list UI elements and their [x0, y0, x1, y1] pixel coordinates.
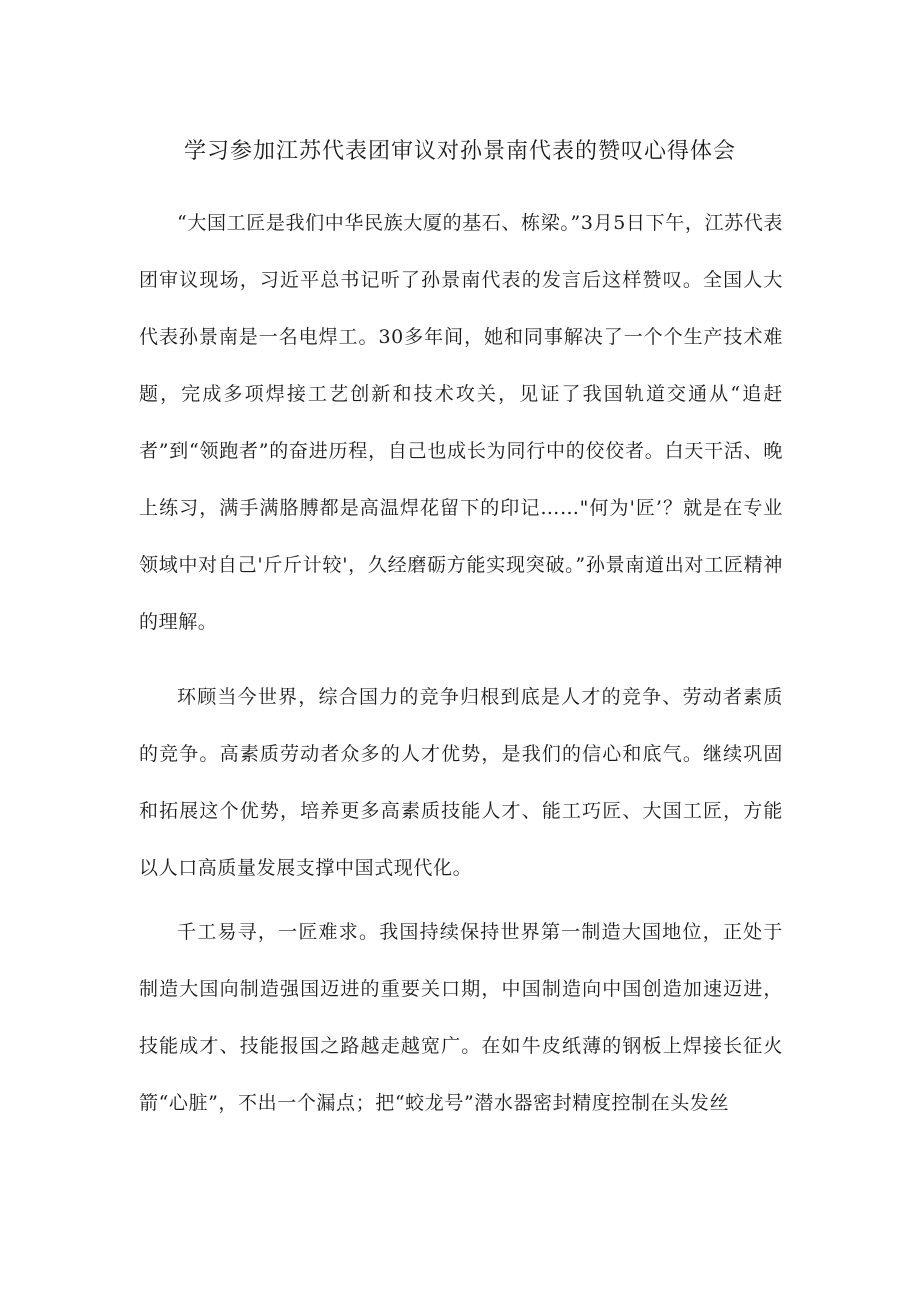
- document-title: 学习参加江苏代表团审议对孙景南代表的赞叹心得体会: [183, 139, 736, 164]
- paragraph-3: 千工易寻，一匠难求。我国持续保持世界第一制造大国地位，正处于制造大国向制造强国迈进的重要关口期，中国制造向中国创造加速迈进，技能成才、技能报国之路越走越宽广。在如牛皮纸薄的钢板上焊接长征火箭“心脏”，不出一个漏点；把“蛟龙号”潜水器密封精度控制在头发丝: [139, 921, 783, 1114]
- paragraph-2: 环顾当今世界，综合国力的竞争归根到底是人才的竞争、劳动者素质的竞争。高素质劳动者众多的人才优势，是我们的信心和底气。继续巩固和拓展这个优势，培养更多高素质技能人才、能工巧匠、大国工匠，方能以人口高质量发展支撑中国式现代化。: [139, 686, 783, 879]
- paragraph-1: “大国工匠是我们中华民族大厦的基石、栋梁。”3月5日下午，江苏代表团审议现场，习近平总书记听了孙景南代表的发言后这样赞叹。全国人大代表孙景南是一名电焊工。30多年间，她和同事解决了一个个生产技术难题，完成多项焊接工艺创新和技术攻关，见证了我国轨道交通从“追赶者”到“领跑者”的奋进历程，自己也成长为同行中的佼佼者。白天干活、晚上练习，满手满胳膊都是高温焊花留下的印记……"何为'匠’？就是在专业领域中对自己'斤斤计较'，久经磨砺方能实现突破。”孙景南道出对工匠精神的理解。: [139, 212, 783, 633]
